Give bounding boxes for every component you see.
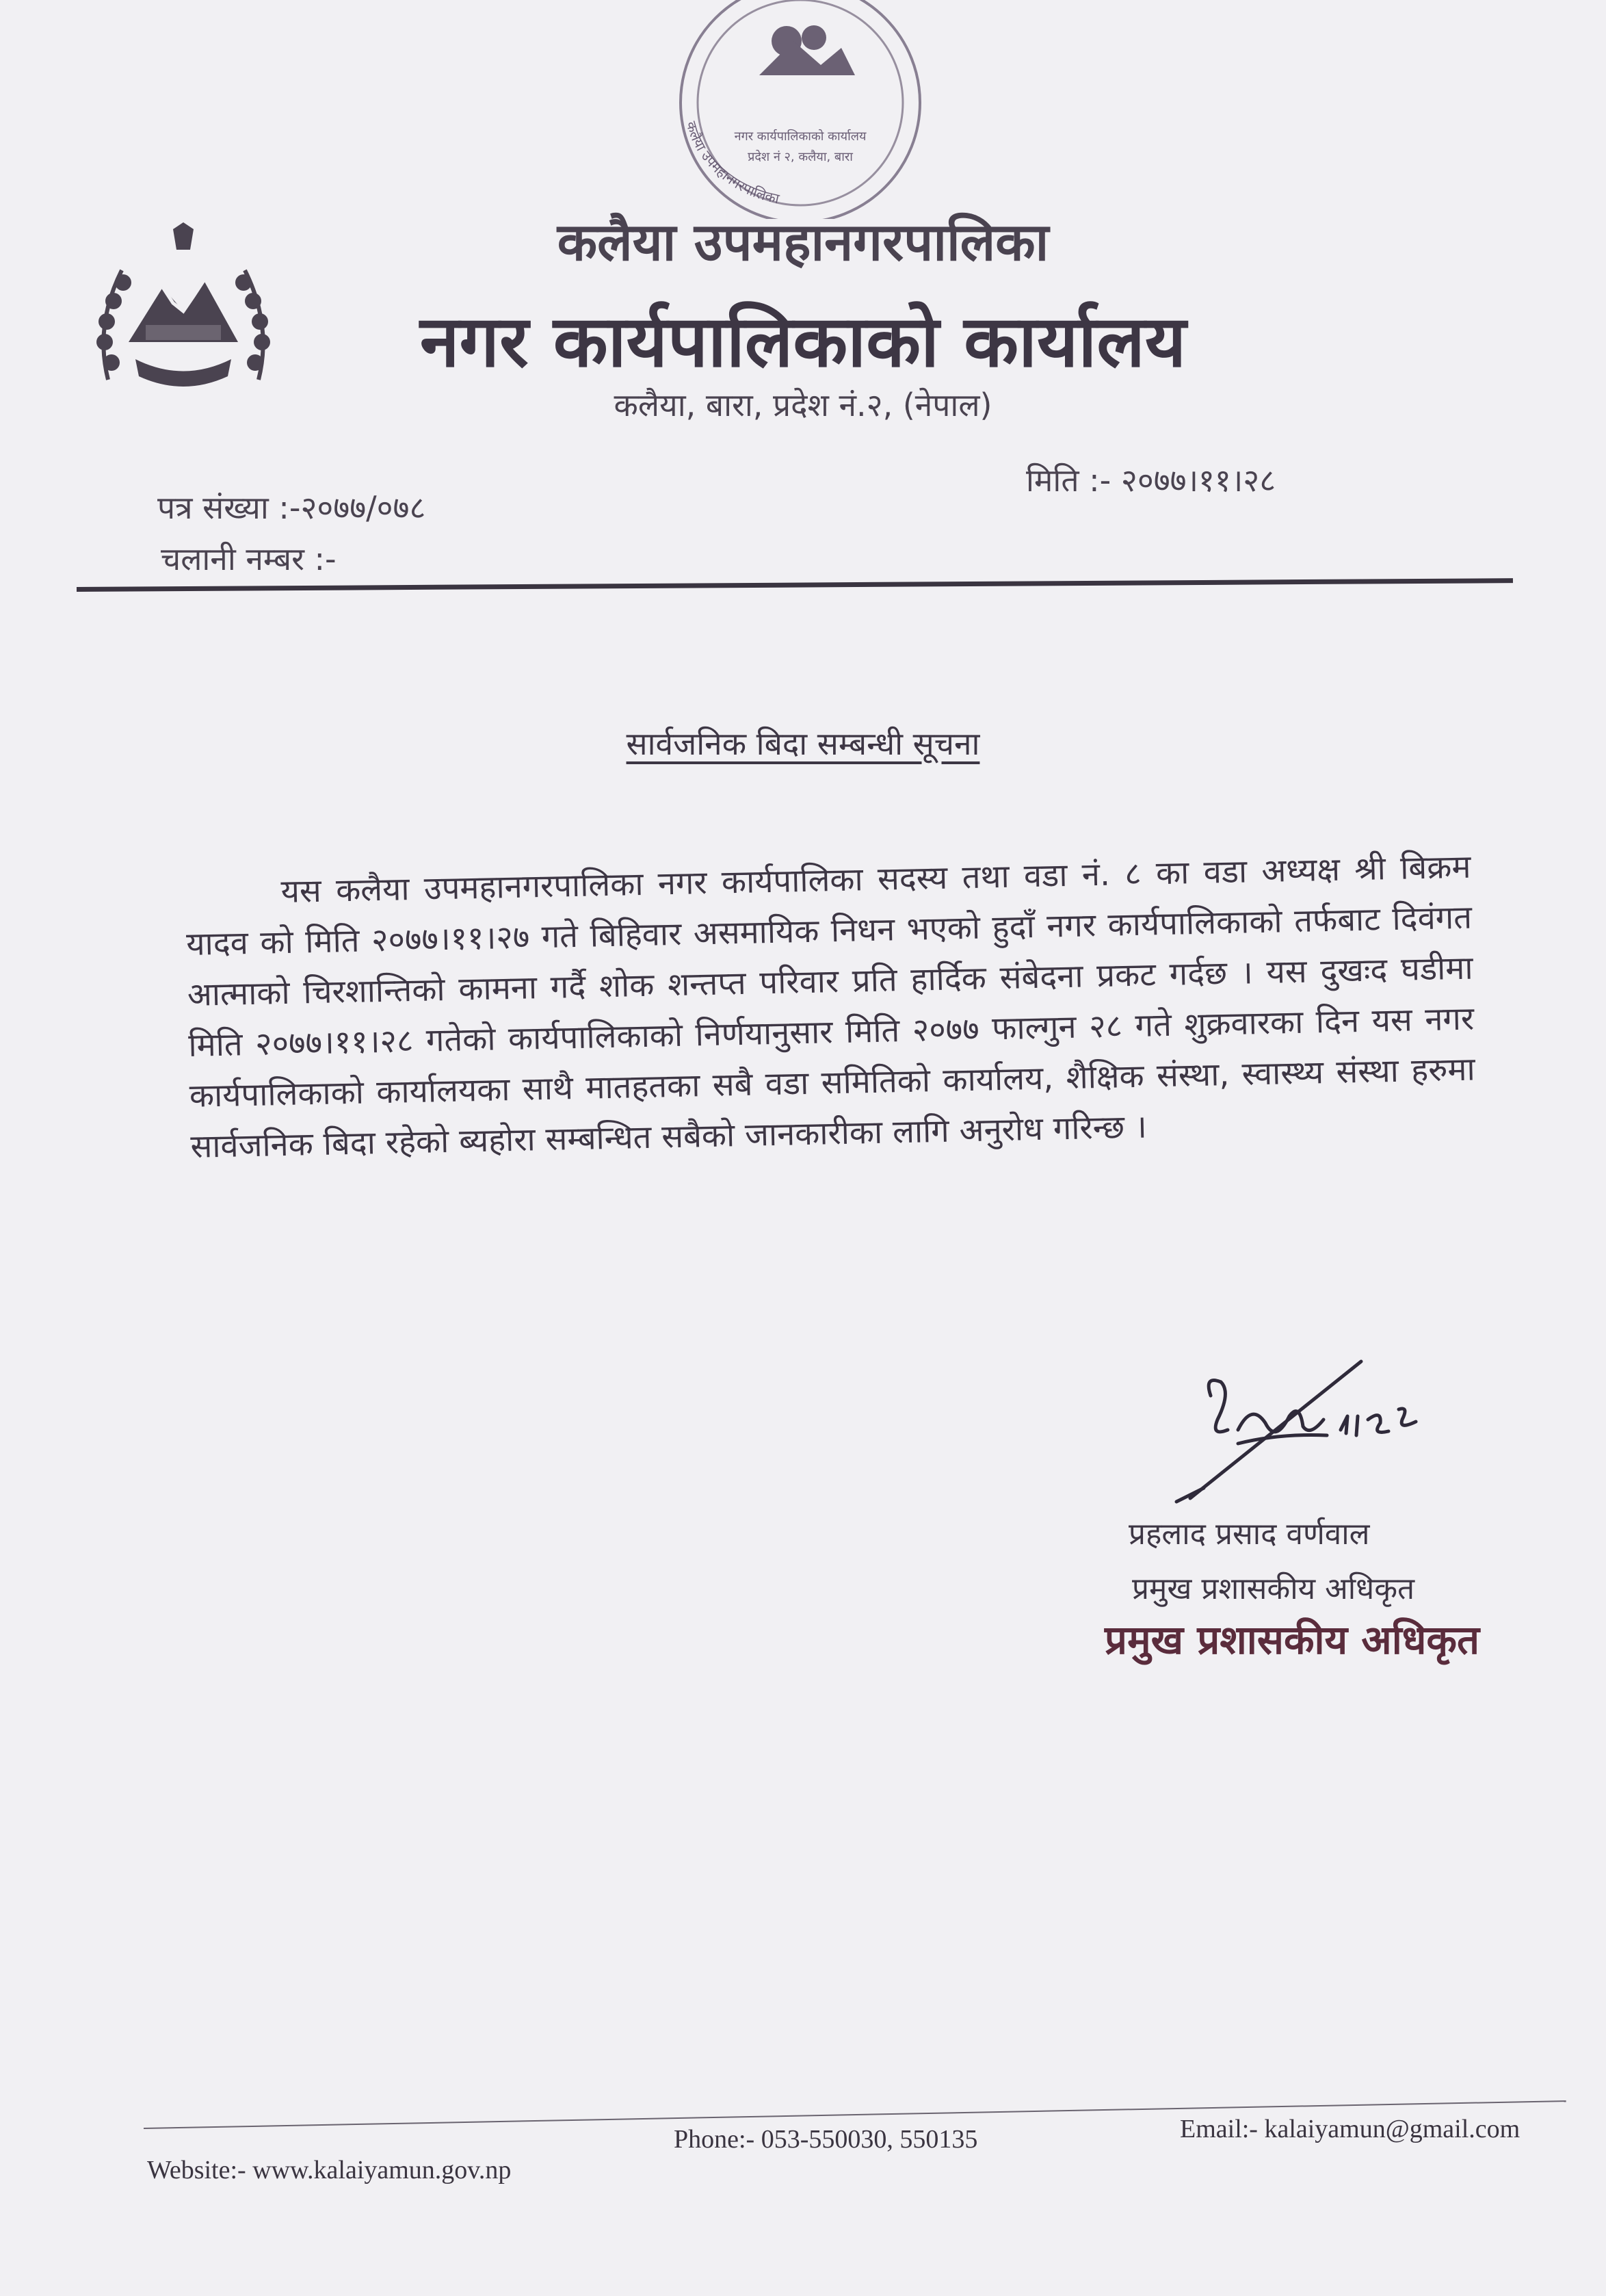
signer-designation: प्रमुख प्रशासकीय अधिकृत (1132, 1571, 1415, 1606)
signer-name: प्रहलाद प्रसाद वर्णवाल (1129, 1517, 1370, 1552)
office-stamp (657, 0, 944, 219)
stamp-line-3: प्रदेश नं २, कलैया, बारा (748, 150, 853, 164)
footer-phone: Phone:- 053-550030, 550135 (674, 2125, 978, 2154)
stamp-line-1: कलैया उपमहानगरपालिका (683, 119, 781, 207)
municipality-name: कलैया उपमहानगरपालिका (557, 211, 1049, 272)
footer-email[interactable]: Email:- kalaiyamun@gmail.com (1180, 2115, 1521, 2143)
office-name: नगर कार्यपालिकाको कार्यालय (419, 300, 1187, 383)
stamp-line-2: नगर कार्यपालिकाको कार्यालय (734, 129, 867, 144)
notice-body (185, 842, 1477, 1173)
header-divider (77, 578, 1513, 592)
notice-paragraph: यस कलैया उपमहानगरपालिका नगर कार्यपालिका सदस्य तथा वडा नं. ८ का वडा अध्यक्ष श्री बिक्रम यादव को मिति २०७७।११।२७ गते बिहिवार असमायिक निधन भएको हुदाँ नगर कार्यपालिकाको तर्फबाट दिवंगत आत्माको चिरशान्तिको कामना गर्दै शोक शन्तप्त परिवार प्रति हार्दिक संबेदना प्रकट गर्दछ । यस दुखःद घडीमा मिति २०७७।११।२८ गतेको कार्यपालिकाको निर्णयानुसार मिति २०७७ फाल्गुन २८ गते शुक्रवारका दिन यस नगर कार्यपालिकाको कार्यालयका साथै मातहतका सबै वडा समितिको कार्यालय, शैक्षिक संस्था, स्वास्थ्य संस्था हरुमा सार्वजनिक बिदा रहेको ब्यहोरा सम्बन्धित सबैको जानकारीका लागि अनुरोध गरिन्छ । (185, 848, 1476, 1166)
office-address: कलैया, बारा, प्रदेश नं.२, (नेपाल) (614, 387, 992, 423)
letter-date: मिति :- २०७७।११।२८ (1026, 462, 1276, 499)
designation-stamp: प्रमुख प्रशासकीय अधिकृत (1105, 1617, 1480, 1663)
reference-number: पत्र संख्या :-२०७७/०७८ (157, 489, 426, 526)
dispatch-number: चलानी नम्बर :- (161, 540, 337, 577)
handwritten-signature (1163, 1355, 1477, 1512)
footer-website[interactable]: Website:- www.kalaiyamun.gov.np (147, 2156, 512, 2184)
notice-title-wrapper (0, 722, 1606, 764)
notice-title: सार्वजनिक बिदा सम्बन्धी सूचना (626, 725, 980, 762)
